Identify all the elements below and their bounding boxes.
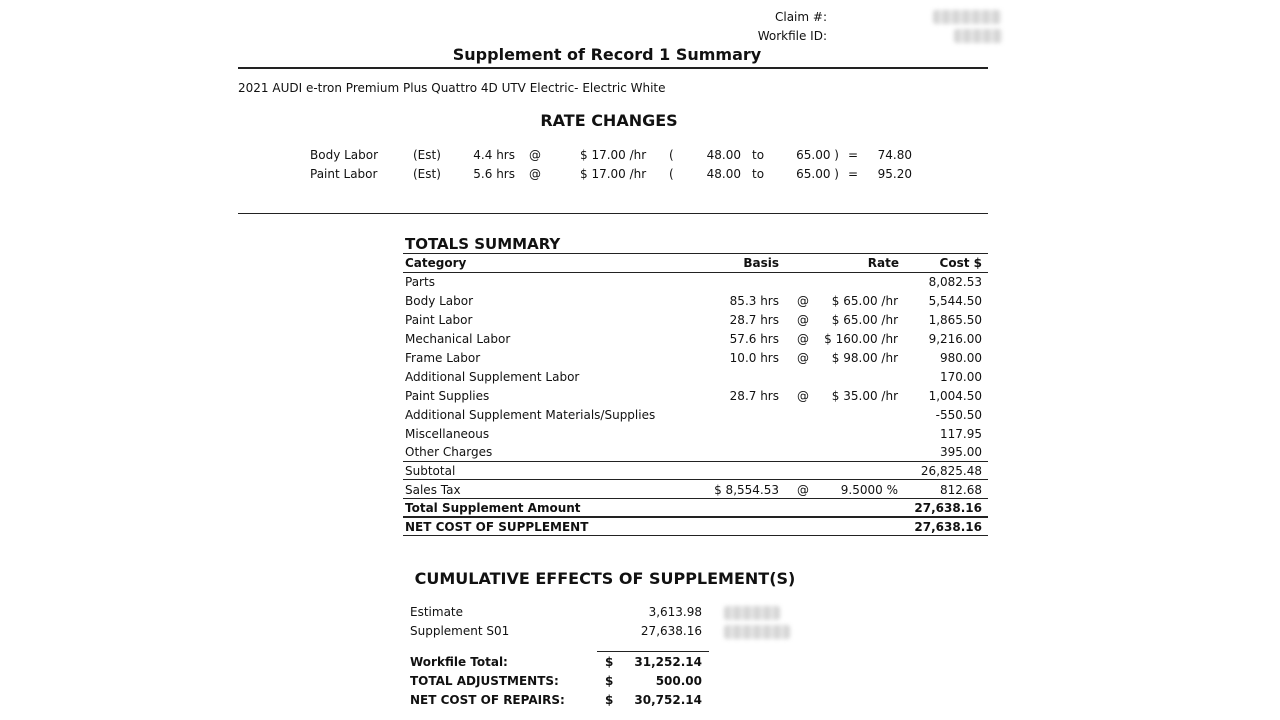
rate-at: @: [529, 148, 541, 162]
net-cost-row: [405, 520, 982, 539]
row-rate: $ 65.00 /hr: [831, 313, 898, 327]
table-row: [405, 389, 982, 408]
total-rule: [403, 498, 988, 499]
net-cost-repairs-amount: 30,752.14: [634, 693, 702, 707]
row-at: @: [797, 313, 809, 327]
row-rate: $ 98.00 /hr: [831, 351, 898, 365]
rate-changes-title: RATE CHANGES: [540, 111, 678, 130]
total-supplement-cost: 27,638.16: [914, 501, 982, 515]
section-divider: [238, 213, 988, 214]
row-at: @: [797, 389, 809, 403]
row-category: Mechanical Labor: [405, 332, 511, 346]
subtotal-cost: 26,825.48: [920, 464, 982, 478]
row-category: Additional Supplement Materials/Supplies: [405, 408, 656, 422]
claim-label: Claim #:: [774, 10, 827, 24]
table-row: [405, 294, 982, 313]
rate-equals: =: [848, 148, 859, 162]
totals-top-rule: [403, 253, 988, 254]
sales-tax-cost: 812.68: [940, 483, 982, 497]
cumulative-rule: [597, 651, 709, 652]
net-rule: [403, 516, 988, 518]
total-supplement-label: Total Supplement Amount: [405, 501, 581, 515]
row-cost: 5,544.50: [928, 294, 982, 308]
row-cost: 117.95: [940, 427, 982, 441]
totals-summary-title: TOTALS SUMMARY: [405, 235, 561, 253]
rate-from: 48.00: [706, 148, 741, 162]
rate-hours: 5.6 hrs: [473, 167, 515, 181]
row-at: @: [797, 332, 809, 346]
subtotal-rule: [403, 461, 988, 462]
net-cost-repairs-label: NET COST OF REPAIRS:: [410, 693, 565, 707]
rate-old: $ 17.00 /hr: [580, 148, 647, 162]
workfile-id-label: Workfile ID:: [757, 29, 827, 43]
row-basis: 57.6 hrs: [729, 332, 779, 346]
row-basis: 28.7 hrs: [729, 313, 779, 327]
sales-tax-label: Sales Tax: [405, 483, 461, 497]
row-rate: $ 35.00 /hr: [831, 389, 898, 403]
sales-tax-rate: 9.5000 %: [840, 483, 898, 497]
total-adjustments-label: TOTAL ADJUSTMENTS:: [410, 674, 559, 688]
rate-est: (Est): [413, 148, 441, 162]
rate-label: Body Labor: [310, 148, 379, 162]
net-cost-value: 27,638.16: [914, 520, 982, 534]
redacted-estimate-note: [724, 606, 780, 620]
redacted-claim-number: [933, 10, 1001, 24]
rate-est: (Est): [413, 167, 441, 181]
row-cost: 1,004.50: [928, 389, 982, 403]
row-category: Paint Labor: [405, 313, 473, 327]
row-category: Body Labor: [405, 294, 474, 308]
table-row: [405, 408, 982, 427]
rate-to: to: [752, 148, 765, 162]
header-category: Category: [405, 256, 467, 270]
table-row: [405, 332, 982, 351]
row-at: @: [797, 351, 809, 365]
row-cost: 8,082.53: [928, 275, 982, 289]
header-rule: [403, 272, 988, 273]
rate-new: 65.00 ): [796, 167, 839, 181]
row-cost: 1,865.50: [928, 313, 982, 327]
rate-total: 74.80: [877, 148, 912, 162]
row-category: Miscellaneous: [405, 427, 490, 441]
cumulative-supplement-amount: 27,638.16: [640, 624, 702, 638]
title-divider: [238, 67, 988, 69]
vehicle-description: 2021 AUDI e-tron Premium Plus Quattro 4D UTV Electric- Electric White: [238, 81, 666, 95]
rate-from: 48.00: [706, 167, 741, 181]
rate-equals: =: [848, 167, 859, 181]
subtotal-row: [405, 464, 982, 483]
cumulative-estimate-label: Estimate: [410, 605, 464, 619]
rate-hours: 4.4 hrs: [473, 148, 515, 162]
row-rate: $ 160.00 /hr: [824, 332, 898, 346]
net-cost-label: NET COST OF SUPPLEMENT: [405, 520, 589, 534]
rate-total: 95.20: [877, 167, 912, 181]
row-cost: 980.00: [940, 351, 982, 365]
row-basis: 28.7 hrs: [729, 389, 779, 403]
workfile-total-amount: 31,252.14: [634, 655, 702, 669]
table-row: [405, 427, 982, 446]
page-title: Supplement of Record 1 Summary: [452, 45, 762, 64]
table-row: [405, 275, 982, 294]
tax-rule: [403, 479, 988, 480]
row-category: Frame Labor: [405, 351, 481, 365]
row-cost: 395.00: [940, 445, 982, 459]
sales-tax-basis: $ 8,554.53: [714, 483, 779, 497]
sales-tax-row: [405, 483, 982, 502]
row-category: Other Charges: [405, 445, 493, 459]
rate-new: 65.00 ): [796, 148, 839, 162]
header-basis: Basis: [743, 256, 779, 270]
header-cost: Cost $: [939, 256, 982, 270]
rate-label: Paint Labor: [310, 167, 378, 181]
rate-change-row: [0, 148, 1280, 167]
workfile-total-dollar: $: [605, 655, 614, 669]
table-row: [405, 370, 982, 389]
row-category: Additional Supplement Labor: [405, 370, 580, 384]
total-adjustments-amount: 500.00: [655, 674, 702, 688]
rate-old: $ 17.00 /hr: [580, 167, 647, 181]
rate-at: @: [529, 167, 541, 181]
cumulative-title: CUMULATIVE EFFECTS OF SUPPLEMENT(S): [414, 569, 796, 588]
rate-paren: (: [669, 167, 674, 181]
net-cost-repairs-dollar: $: [605, 693, 614, 707]
totals-bottom-rule: [403, 535, 988, 536]
rate-paren: (: [669, 148, 674, 162]
row-category: Paint Supplies: [405, 389, 490, 403]
redacted-supplement-note: [724, 625, 790, 639]
rate-to: to: [752, 167, 765, 181]
row-cost: -550.50: [935, 408, 982, 422]
cumulative-supplement-label: Supplement S01: [410, 624, 510, 638]
table-row: [405, 351, 982, 370]
row-basis: 85.3 hrs: [729, 294, 779, 308]
workfile-total-label: Workfile Total:: [410, 655, 508, 669]
redacted-workfile-id: [954, 29, 1002, 43]
row-cost: 9,216.00: [928, 332, 982, 346]
row-basis: 10.0 hrs: [729, 351, 779, 365]
subtotal-label: Subtotal: [405, 464, 456, 478]
row-rate: $ 65.00 /hr: [831, 294, 898, 308]
row-category: Parts: [405, 275, 435, 289]
cumulative-estimate-amount: 3,613.98: [648, 605, 702, 619]
header-rate: Rate: [867, 256, 899, 270]
total-adjustments-dollar: $: [605, 674, 614, 688]
row-cost: 170.00: [940, 370, 982, 384]
sales-tax-at: @: [797, 483, 809, 497]
table-row: [405, 313, 982, 332]
rate-change-row: [0, 167, 1280, 186]
row-at: @: [797, 294, 809, 308]
